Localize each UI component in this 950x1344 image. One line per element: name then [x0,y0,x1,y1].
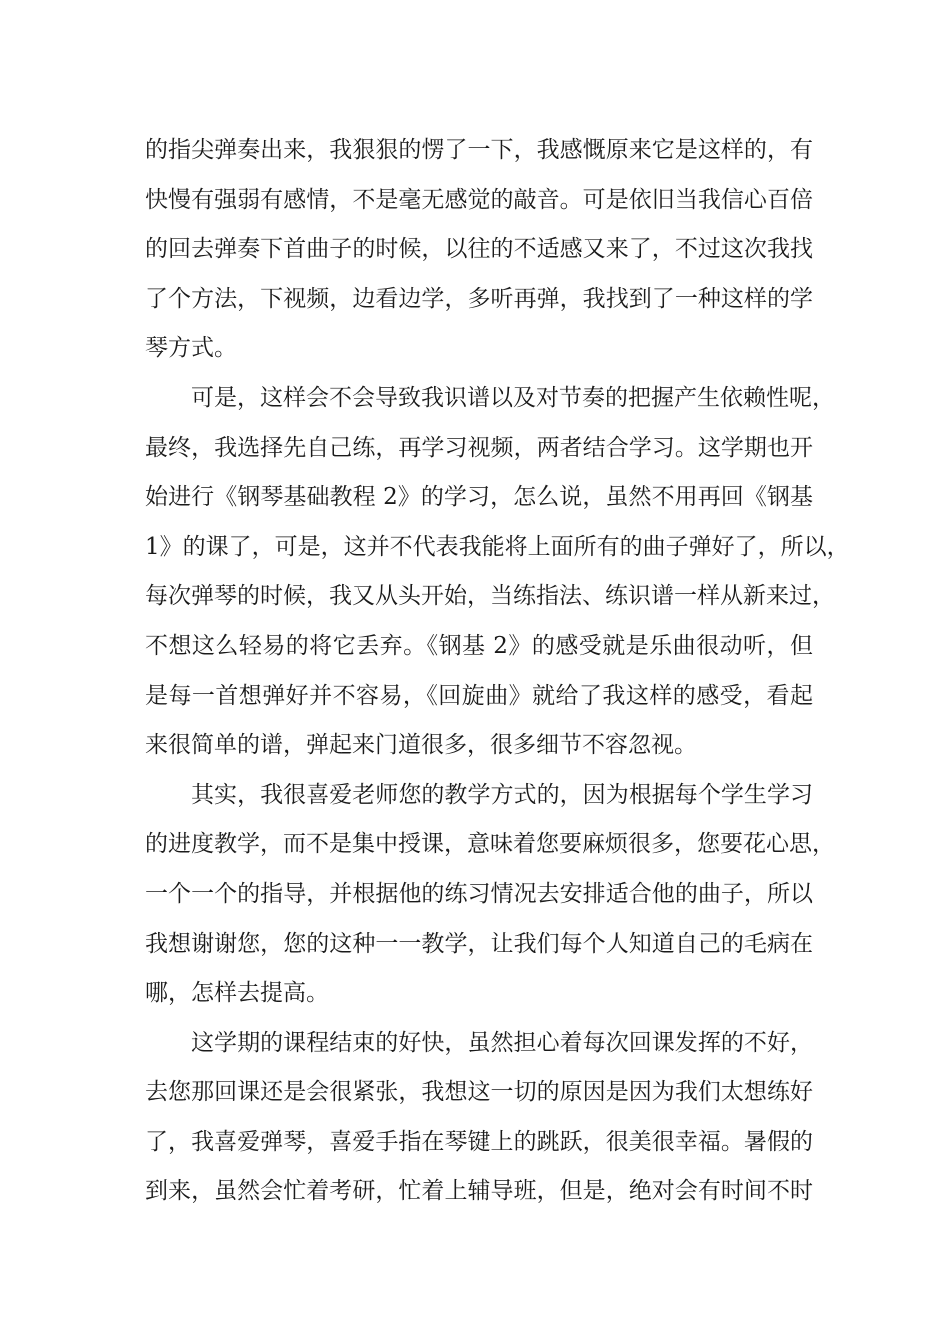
text-line: 了个方法，下视频，边看边学，多听再弹，我找到了一种这样的学 [145,285,813,312]
text-line: 始进行《钢琴基础教程 2》的学习，怎么说，虽然不用再回《钢基 [145,484,813,511]
text-line: 我想谢谢您，您的这种一一教学，让我们每个人知道自己的毛病在 [145,930,813,957]
text-line: 哪，怎样去提高。 [145,980,329,1007]
text-line: 最终，我选择先自己练，再学习视频，两者结合学习。这学期也开 [145,434,813,461]
text-line: 快慢有强弱有感情，不是毫无感觉的敲音。可是依旧当我信心百倍 [145,186,813,213]
paragraph-3 [145,771,835,1019]
text-line: 去您那回课还是会很紧张，我想这一切的原因是因为我们太想练好 [145,1079,813,1106]
paragraph-4 [145,1019,813,1217]
text-line: 到来，虽然会忙着考研，忙着上辅导班，但是，绝对会有时间不时 [145,1178,813,1205]
text-line: 了，我喜爱弹琴，喜爱手指在琴键上的跳跃，很美很幸福。暑假的 [145,1128,813,1155]
text-line: 的进度教学，而不是集中授课，意味着您要麻烦很多，您要花心思， [145,831,835,858]
text-line: 的回去弹奏下首曲子的时候，以往的不适感又来了，不过这次我找 [145,236,813,263]
text-line: 每次弹琴的时候，我又从头开始，当练指法、练识谱一样从新来过， [145,583,835,610]
text-line: 一个一个的指导，并根据他的练习情况去安排适合他的曲子，所以 [145,880,813,907]
text-line: 其实，我很喜爱老师您的教学方式的，因为根据每个学生学习 [191,781,813,808]
text-line: 可是，这样会不会导致我识谱以及对节奏的把握产生依赖性呢， [191,384,835,411]
text-line: 不想这么轻易的将它丢弃。《钢基 2》的感受就是乐曲很动听，但 [145,632,813,659]
text-line: 来很简单的谱，弹起来门道很多，很多细节不容忽视。 [145,732,697,759]
text-line: 的指尖弹奏出来，我狠狠的愣了一下，我感慨原来它是这样的，有 [145,137,813,163]
text-line: 琴方式。 [145,335,237,362]
text-line: 是每一首想弹好并不容易，《回旋曲》就给了我这样的感受，看起 [145,682,813,709]
body-text [145,126,850,1217]
text-line: 1》的课了，可是，这并不代表我能将上面所有的曲子弹好了，所以， [145,533,850,560]
text-line: 这学期的课程结束的好快，虽然担心着每次回课发挥的不好， [191,1029,813,1056]
paragraph-2 [145,374,850,771]
paragraph-1 [145,126,813,374]
